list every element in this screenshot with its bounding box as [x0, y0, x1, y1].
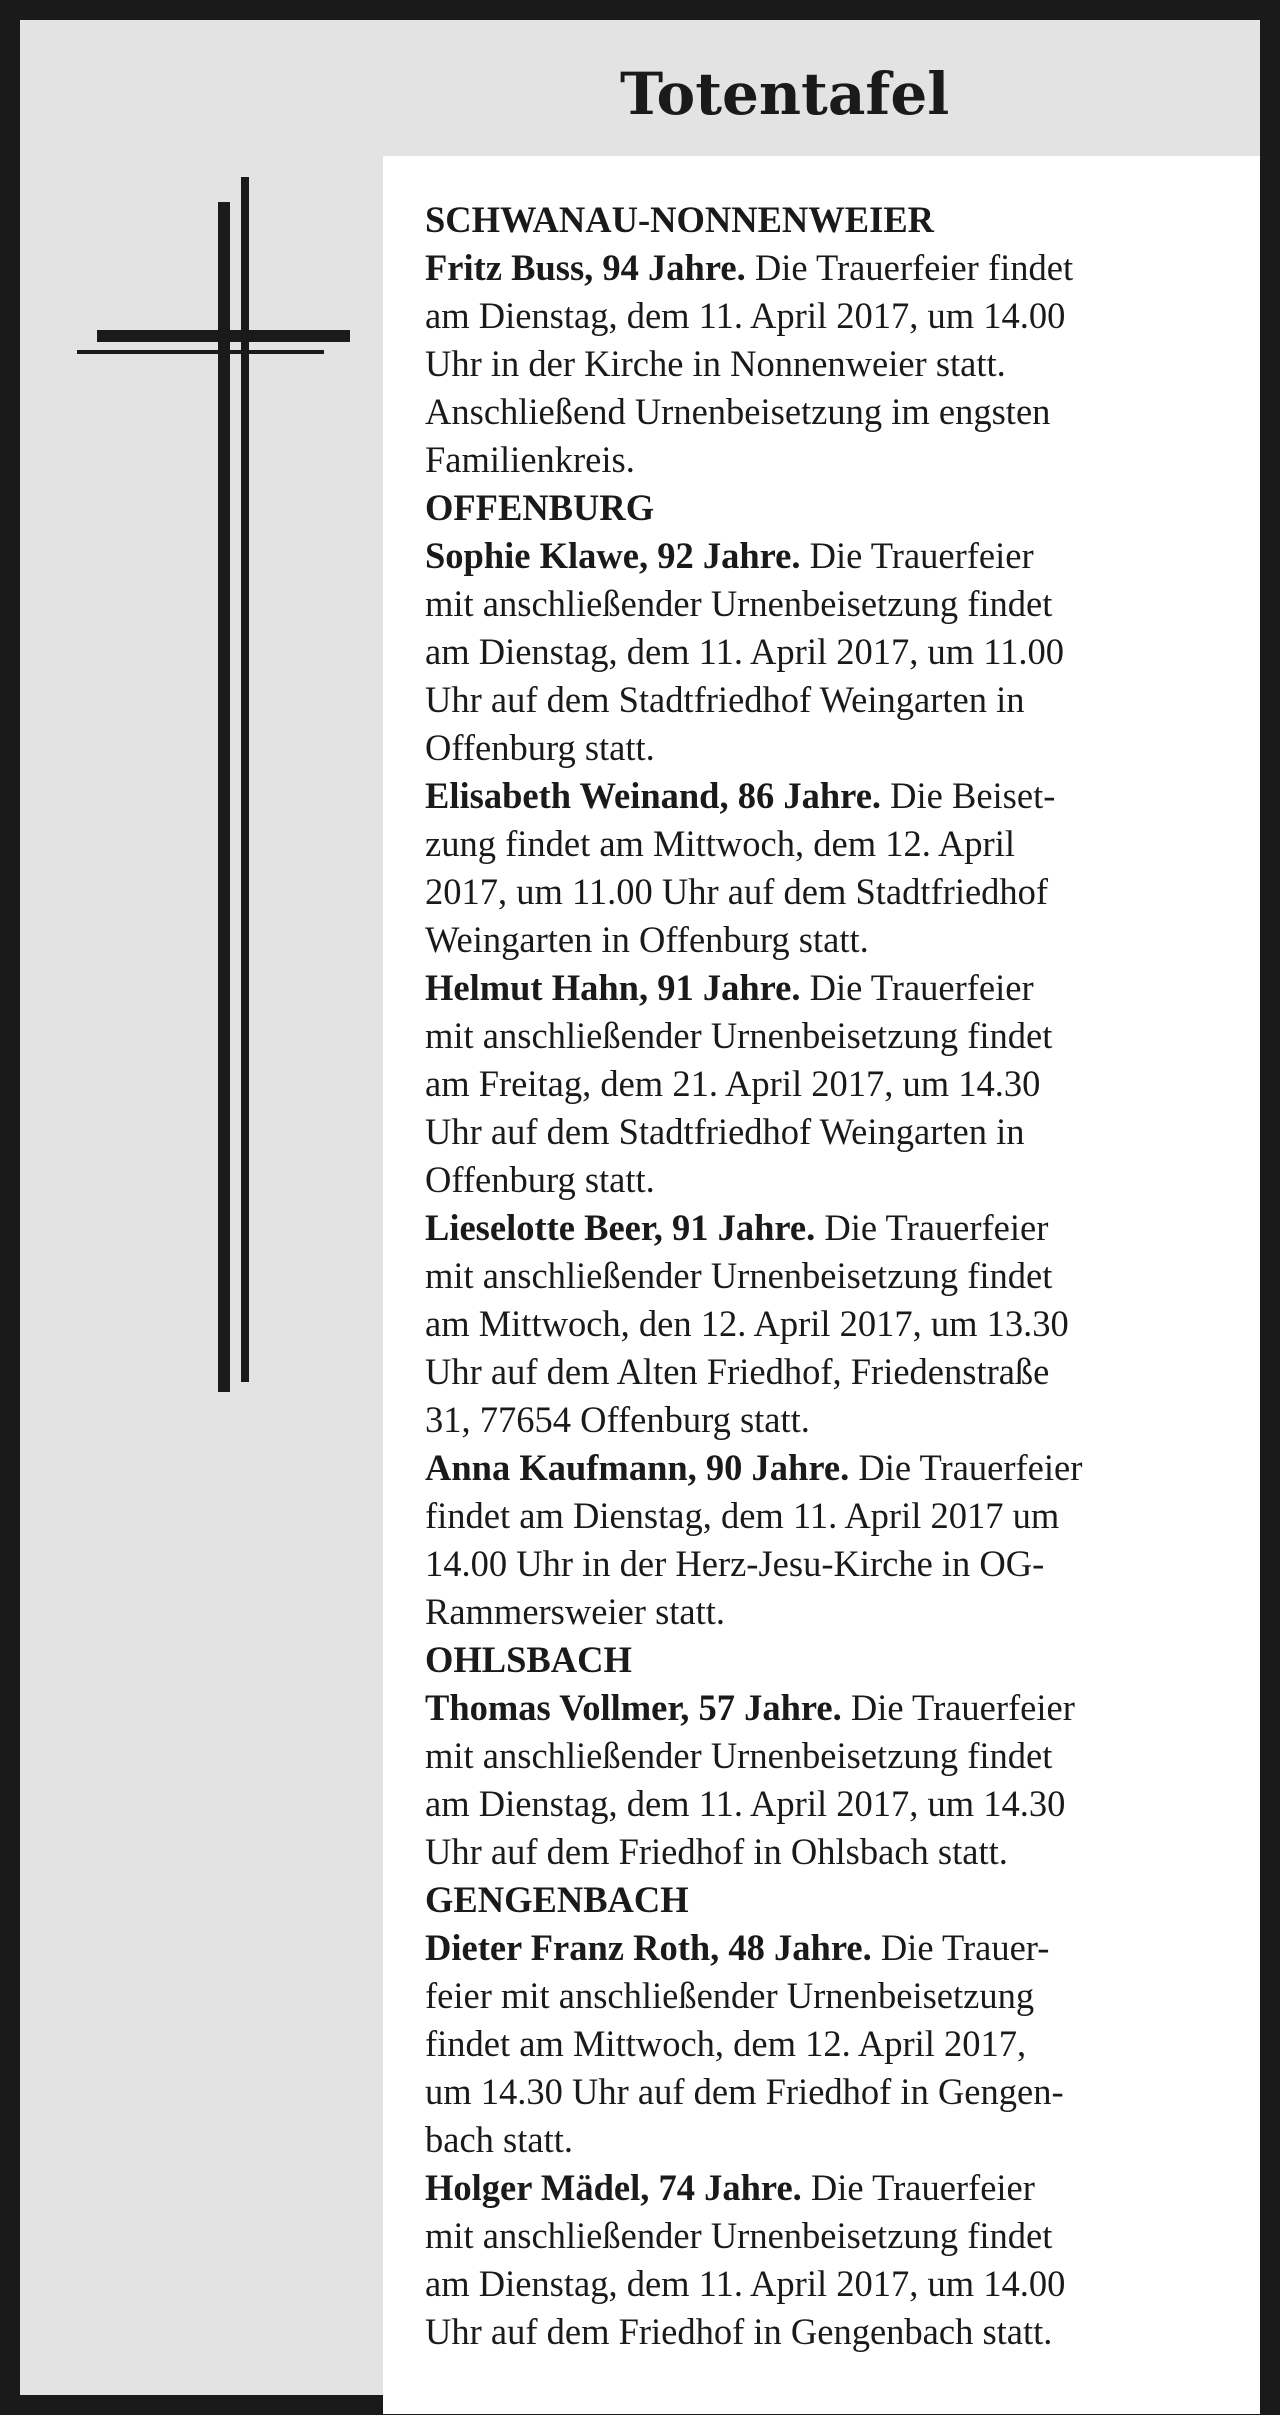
notice-text-line: Familienkreis.	[425, 439, 635, 480]
deceased-name: Helmut Hahn, 91 Jahre.	[425, 967, 801, 1008]
notice-entry-line	[425, 2164, 1232, 2212]
deceased-name: Lieselotte Beer, 91 Jahre.	[425, 1207, 816, 1248]
notice-text-line: um 14.30 Uhr auf dem Friedhof in Gengen-	[425, 2071, 1064, 2112]
page-title: Totentafel	[620, 60, 950, 128]
deceased-name: Anna Kaufmann, 90 Jahre.	[425, 1447, 850, 1488]
notice-text-line: bach statt.	[425, 2119, 573, 2160]
notice-text: Die Trauerfeier	[801, 2167, 1035, 2208]
place-heading: OFFENBURG	[425, 487, 655, 528]
notice-entry-line	[425, 772, 1232, 820]
notice-text-line: am Dienstag, dem 11. April 2017, um 11.00	[425, 631, 1065, 672]
place-heading: OHLSBACH	[425, 1639, 632, 1680]
notice-entry-line	[425, 1924, 1232, 1972]
notice-text-line: 31, 77654 Offenburg statt.	[425, 1399, 810, 1440]
notice-text-line: 2017, um 11.00 Uhr auf dem Stadtfriedhof	[425, 871, 1049, 912]
notice-text-line: findet am Mittwoch, dem 12. April 2017,	[425, 2023, 1027, 2064]
notice-entry-line	[425, 1684, 1232, 1732]
notice-text: Die Trauerfeier findet	[745, 247, 1074, 288]
deceased-name: Fritz Buss, 94 Jahre.	[425, 247, 746, 288]
notice-text: Die Trauerfeier	[800, 967, 1034, 1008]
notice-text-line: Anschließend Urnenbeisetzung im engsten	[425, 391, 1051, 432]
notice-entry-line	[425, 964, 1232, 1012]
notice-text: Die Trauerfeier	[800, 535, 1034, 576]
notice-text: Die Beiset-	[881, 775, 1056, 816]
notice-entry-line	[425, 1204, 1232, 1252]
notice-text-line: mit anschließender Urnenbeisetzung findet	[425, 1735, 1053, 1776]
notice-entry-line	[425, 244, 1232, 292]
notice-text-line: Uhr auf dem Stadtfriedhof Weingarten in	[425, 1111, 1025, 1152]
notice-text-line: Uhr in der Kirche in Nonnenweier statt.	[425, 343, 1006, 384]
notice-text-line: Uhr auf dem Stadtfriedhof Weingarten in	[425, 679, 1025, 720]
notice-text-line: mit anschließender Urnenbeisetzung findet	[425, 1015, 1053, 1056]
notice-text-line: Offenburg statt.	[425, 727, 655, 768]
notice-text-line: am Dienstag, dem 11. April 2017, um 14.00	[425, 2263, 1066, 2304]
notice-text-line: Uhr auf dem Friedhof in Ohlsbach statt.	[425, 1831, 1008, 1872]
notice-text-line: am Freitag, dem 21. April 2017, um 14.30	[425, 1063, 1041, 1104]
notice-text-line: am Dienstag, dem 11. April 2017, um 14.30	[425, 1783, 1066, 1824]
notice-entry-line	[425, 532, 1232, 580]
notice-text-line: mit anschließender Urnenbeisetzung findet	[425, 1255, 1053, 1296]
notice-text: Die Trauerfeier	[849, 1447, 1083, 1488]
notice-text-line: feier mit anschließender Urnenbeisetzung	[425, 1975, 1035, 2016]
place-heading: SCHWANAU-NONNENWEIER	[425, 199, 935, 240]
notice-text-line: Weingarten in Offenburg statt.	[425, 919, 869, 960]
notice-entry-line	[425, 1444, 1232, 1492]
notice-text-line: mit anschließender Urnenbeisetzung findet	[425, 2215, 1053, 2256]
notice-text-line: am Mittwoch, den 12. April 2017, um 13.30	[425, 1303, 1069, 1344]
notice-lines	[425, 196, 1232, 2356]
notice-text-line: Offenburg statt.	[425, 1159, 655, 1200]
notice-text-line: Rammersweier statt.	[425, 1591, 726, 1632]
place-heading: GENGENBACH	[425, 1879, 689, 1920]
notice-text: Die Trauerfeier	[815, 1207, 1049, 1248]
notice-text-line: Uhr auf dem Alten Friedhof, Friedenstraße	[425, 1351, 1050, 1392]
deceased-name: Dieter Franz Roth, 48 Jahre.	[425, 1927, 872, 1968]
notice-text-line: findet am Dienstag, dem 11. April 2017 um	[425, 1495, 1060, 1536]
deceased-name: Elisabeth Weinand, 86 Jahre.	[425, 775, 882, 816]
deceased-name: Thomas Vollmer, 57 Jahre.	[425, 1687, 842, 1728]
notice-text-line: am Dienstag, dem 11. April 2017, um 14.00	[425, 295, 1066, 336]
notice-text-line: mit anschließender Urnenbeisetzung findet	[425, 583, 1053, 624]
obituary-list	[383, 156, 1260, 2414]
notice-text-line: zung findet am Mittwoch, dem 12. April	[425, 823, 1015, 864]
notice-text-line: 14.00 Uhr in der Herz-Jesu-Kirche in OG-	[425, 1543, 1045, 1584]
notice-text: Die Trauer-	[871, 1927, 1050, 1968]
deceased-name: Sophie Klawe, 92 Jahre.	[425, 535, 801, 576]
deceased-name: Holger Mädel, 74 Jahre.	[425, 2167, 802, 2208]
notice-text: Die Trauerfeier	[841, 1687, 1075, 1728]
notice-text-line: Uhr auf dem Friedhof in Gengenbach statt.	[425, 2311, 1053, 2352]
